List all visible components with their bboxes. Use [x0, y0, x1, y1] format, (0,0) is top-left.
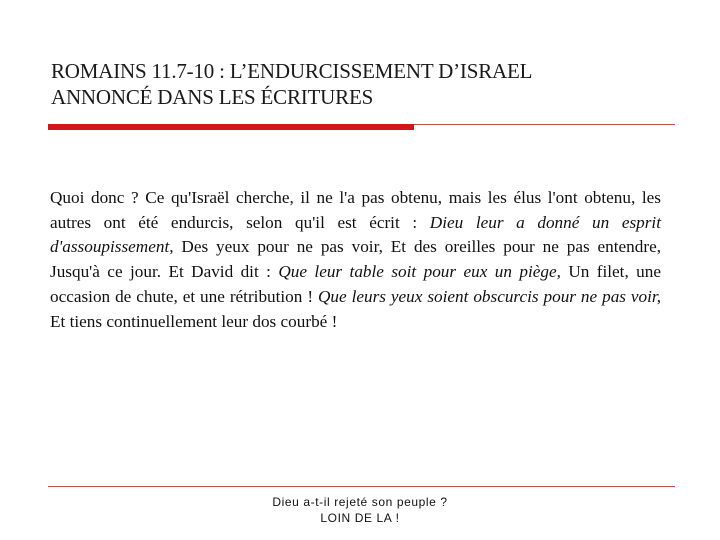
passage-segment-3: Un filet, une occasion de chute, et une rétribution ! [50, 262, 662, 306]
footer-divider [48, 486, 675, 487]
passage-segment-4: Et tiens continuellement leur dos courbé ! [50, 311, 338, 331]
slide-footer [0, 494, 720, 526]
slide-title [51, 58, 671, 110]
passage-quote-2: Que leur table soit pour eux un piège, [278, 262, 561, 282]
footer-line-1: Dieu a-t-il rejeté son peuple ? [272, 495, 448, 509]
scripture-passage [50, 186, 661, 334]
passage-quote-1: Dieu leur a donné un esprit d'assoupissement, [50, 212, 661, 257]
slide-title-line-2: ANNONCÉ DANS LES ÉCRITURES [51, 85, 374, 109]
title-underline-accent [48, 124, 414, 130]
passage-segment-1: Quoi donc ? Ce qu'Israël cherche, il ne l'a pas obtenu, mais les élus l'ont obtenu, les autres ont été endurcis, selon qu'il est écrit : [50, 188, 661, 232]
footer-line-2: LOIN DE LA ! [320, 511, 400, 525]
slide-title-line-1: ROMAINS 11.7-10 : L’ENDURCISSEMENT D’ISRAEL [51, 59, 533, 83]
passage-segment-2: Des yeux pour ne pas voir, Et des oreilles pour ne pas entendre, Jusqu'à ce jour. Et David dit : [50, 237, 661, 282]
passage-quote-3: Que leurs yeux soient obscurcis pour ne pas voir, [318, 286, 661, 306]
